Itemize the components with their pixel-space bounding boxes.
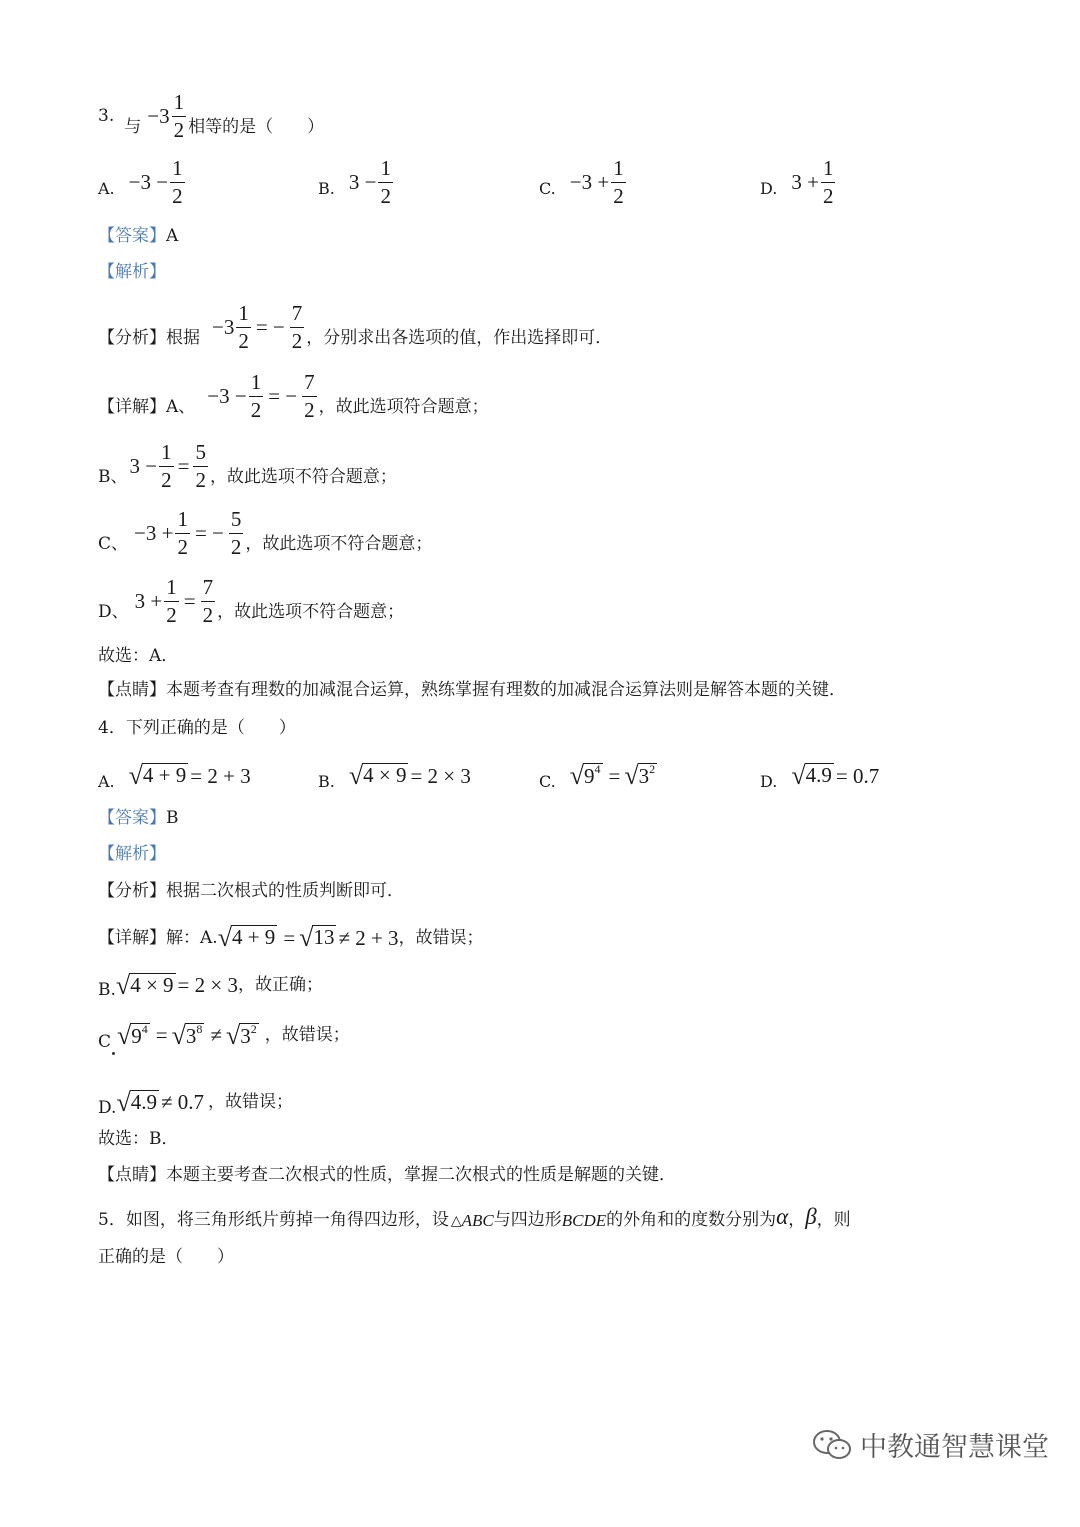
option-label: D. xyxy=(760,178,778,198)
fenxi-post: ，分别求出各选项的值，作出选择即可． xyxy=(306,328,613,348)
q3-post: 相等的是（ ） xyxy=(188,117,325,137)
exponent: 8 xyxy=(196,1021,203,1036)
fenxi-tag: 【分析】 xyxy=(98,881,166,901)
radical-sign: √ xyxy=(569,761,585,790)
radical-sign: √ xyxy=(217,923,232,952)
detail-post: ，故错误； xyxy=(398,927,484,948)
sqrt xyxy=(115,970,176,1000)
choose-text: 故选：A． xyxy=(98,646,179,666)
q3-option-d xyxy=(760,158,837,207)
q3-mixed-number xyxy=(147,92,188,141)
q4-option-b xyxy=(318,762,471,790)
equals: = xyxy=(155,1023,168,1047)
radicand xyxy=(638,763,658,789)
detail-post: ，故此选项不符合题意； xyxy=(209,467,397,487)
sqrt xyxy=(129,763,189,789)
equals: = xyxy=(177,454,190,478)
expr-part: 3 + xyxy=(791,170,819,194)
equals: = xyxy=(283,925,296,950)
q4-fenxi xyxy=(98,883,404,900)
denominator: 2 xyxy=(172,184,183,208)
equals: = − xyxy=(194,521,224,545)
fraction xyxy=(164,577,179,626)
fraction xyxy=(302,372,317,421)
numerator: 7 xyxy=(201,577,216,602)
alpha: α xyxy=(776,1204,789,1229)
expr-part: 3 − xyxy=(129,454,158,478)
option-label: B. xyxy=(318,178,335,198)
radicand xyxy=(583,763,603,789)
q3-stem xyxy=(98,92,324,141)
sqrt xyxy=(349,763,409,789)
fraction xyxy=(193,442,208,491)
numerator: 1 xyxy=(236,303,251,328)
rhs: = 2 × 3 xyxy=(410,763,471,788)
q4-detail-b xyxy=(98,972,323,999)
detail-pre: B、 xyxy=(98,467,128,487)
comma: ， xyxy=(788,1210,806,1230)
answer-tag: 【答案】 xyxy=(98,226,166,246)
fraction xyxy=(236,303,251,352)
denominator: 2 xyxy=(202,603,214,627)
radical-sign: √ xyxy=(791,761,806,790)
q4-detail-c xyxy=(98,1020,350,1051)
sqrt xyxy=(570,763,603,789)
q5-text-d: ，则 xyxy=(816,1210,851,1230)
dianjing-text: 本题主要考查二次根式的性质，掌握二次根式的性质是解题的关键． xyxy=(166,1165,676,1185)
q3-detail-a xyxy=(98,372,489,421)
detail-pre: C、 xyxy=(98,534,129,554)
radical-sign: √ xyxy=(348,761,364,790)
fraction xyxy=(175,509,190,558)
q3-dianjing xyxy=(98,682,846,699)
rhs: = 2 + 3 xyxy=(190,763,251,788)
jiexi-tag: 【解析】 xyxy=(98,844,166,864)
radicand: 4 × 9 xyxy=(130,972,174,997)
equals: = xyxy=(183,589,196,613)
denominator: 2 xyxy=(250,398,262,422)
numerator: 1 xyxy=(172,92,187,117)
detail-math xyxy=(130,442,210,491)
option-label: D. xyxy=(760,772,778,791)
base: 3 xyxy=(240,1023,251,1048)
radicand: 4.9 xyxy=(130,1089,157,1114)
sqrt xyxy=(117,1020,150,1050)
radical-sign: √ xyxy=(171,1020,186,1050)
q3-fenxi xyxy=(98,303,612,352)
denominator: 2 xyxy=(166,603,177,627)
option-label: C. xyxy=(539,178,556,198)
q3-number: 3. xyxy=(98,106,115,126)
q5-stem-line2 xyxy=(98,1249,234,1266)
detail-post: ，故正确； xyxy=(237,975,323,995)
fraction xyxy=(170,158,185,207)
expr-part: −3 + xyxy=(134,521,174,545)
option-expr xyxy=(791,158,837,207)
fraction xyxy=(378,158,393,207)
q5-text-a: 5．如图，将三角形纸片剪掉一角得四边形，设 xyxy=(98,1210,449,1230)
fraction xyxy=(611,158,626,207)
beta: β xyxy=(805,1204,817,1229)
denominator: 2 xyxy=(230,535,242,559)
fraction xyxy=(290,303,305,352)
fraction xyxy=(201,577,216,626)
not-equal: ≠ xyxy=(210,1023,222,1047)
detail-math xyxy=(134,509,245,558)
radicand xyxy=(130,1023,150,1049)
q5-text-line2: 正确的是（ ） xyxy=(98,1247,234,1267)
detail-post: ，故此选项符合题意； xyxy=(318,397,489,417)
detail-tag: 【详解】 xyxy=(98,397,166,417)
fraction xyxy=(249,372,264,421)
sqrt xyxy=(171,1020,205,1050)
rhs: ≠ 2 + 3 xyxy=(338,925,399,950)
q3-choose xyxy=(98,648,178,665)
base: 3 xyxy=(185,1023,197,1048)
numerator: 1 xyxy=(164,577,179,602)
q3-whole: −3 xyxy=(147,104,170,128)
q3-detail-d xyxy=(98,577,404,626)
option-expr xyxy=(570,763,659,789)
exponent: 4 xyxy=(141,1021,148,1036)
choose-text: 故选：B． xyxy=(98,1129,179,1149)
denominator: 2 xyxy=(177,535,188,559)
q4-stem xyxy=(98,720,296,737)
radicand: 4 × 9 xyxy=(363,763,407,787)
q3-option-a xyxy=(98,158,187,207)
radical-sign: √ xyxy=(117,1020,132,1050)
wechat-icon xyxy=(812,1428,852,1462)
detail-math xyxy=(207,372,318,421)
radical-sign: √ xyxy=(128,761,143,790)
radicand: 4.9 xyxy=(805,763,832,787)
radicand: 4 + 9 xyxy=(231,925,276,949)
fraction xyxy=(821,158,836,207)
denominator: 2 xyxy=(613,184,624,208)
q4-option-c xyxy=(539,762,659,790)
q4-answer xyxy=(98,810,179,827)
detail-pre: D. xyxy=(98,1098,117,1118)
numerator: 1 xyxy=(611,158,626,183)
fenxi-text: 根据二次根式的性质判断即可． xyxy=(166,881,404,901)
jiexi-tag: 【解析】 xyxy=(98,262,166,282)
expr-part: 3 − xyxy=(348,170,377,194)
sqrt xyxy=(225,1020,259,1050)
detail-pre: D、 xyxy=(98,602,129,622)
exponent: 2 xyxy=(250,1021,257,1036)
exponent: 4 xyxy=(594,762,601,776)
denominator: 2 xyxy=(380,184,391,208)
radicand: 4 + 9 xyxy=(142,763,187,787)
detail-pre: B. xyxy=(98,980,116,1000)
option-expr xyxy=(129,158,187,207)
detail-tag: 【详解】 xyxy=(98,927,166,948)
option-label: A. xyxy=(98,178,115,198)
equals: = xyxy=(608,763,621,788)
detail-post: ，故错误； xyxy=(264,1025,350,1045)
detail-math xyxy=(218,925,399,951)
base: 3 xyxy=(638,764,650,788)
abc: ABC xyxy=(461,1211,494,1230)
radical-sign: √ xyxy=(115,970,131,1000)
numerator: 1 xyxy=(378,158,393,183)
expr-part: −3 − xyxy=(128,170,169,194)
numerator: 1 xyxy=(159,442,174,467)
detail-post: ，故错误； xyxy=(208,1092,293,1112)
radical-sign: √ xyxy=(299,923,314,952)
equals: = − xyxy=(255,315,285,339)
base: 9 xyxy=(131,1023,142,1048)
fraction xyxy=(159,442,174,491)
sqrt xyxy=(791,763,834,789)
radicand xyxy=(185,1023,205,1049)
fenxi-math xyxy=(212,303,306,352)
sqrt xyxy=(624,763,657,789)
numerator: 7 xyxy=(302,372,317,397)
q4-dianjing xyxy=(98,1167,676,1184)
watermark xyxy=(812,1425,1049,1464)
option-expr xyxy=(129,763,251,789)
detail-post: ，故此选项不符合题意； xyxy=(245,534,433,554)
answer-tag: 【答案】 xyxy=(98,808,166,828)
equals: = − xyxy=(268,384,298,408)
numerator: 5 xyxy=(229,509,244,534)
q4-jiexi xyxy=(98,846,166,863)
q3-option-b xyxy=(318,158,395,207)
expr-part: −3 − xyxy=(207,384,247,408)
sqrt xyxy=(299,925,336,951)
numerator: 7 xyxy=(290,303,305,328)
denominator: 2 xyxy=(195,468,206,492)
sqrt xyxy=(218,925,278,951)
sqrt xyxy=(116,1087,159,1117)
option-label: A. xyxy=(98,772,115,791)
denominator: 2 xyxy=(161,468,172,492)
radical-sign: √ xyxy=(624,761,639,790)
base: 9 xyxy=(584,764,595,788)
q4-choose xyxy=(98,1131,179,1148)
option-expr xyxy=(349,763,471,789)
detail-math xyxy=(116,1087,204,1117)
detail-post: ，故此选项不符合题意； xyxy=(217,602,405,622)
rhs: = 2 × 3 xyxy=(177,973,238,997)
q3-detail-b xyxy=(98,442,397,491)
denominator: 2 xyxy=(238,329,249,353)
q4-stem-text: 4．下列正确的是（ ） xyxy=(98,718,296,738)
q3-answer xyxy=(98,228,178,245)
bcde: BCDE xyxy=(561,1211,607,1230)
detail-pre: C xyxy=(98,1032,112,1052)
fenxi-pre: 根据 xyxy=(166,328,200,348)
stray-dot xyxy=(112,1052,115,1055)
triangle-symbol: △ xyxy=(450,1212,462,1229)
radical-sign: √ xyxy=(225,1020,241,1050)
expr-part: 3 + xyxy=(134,589,163,613)
option-expr xyxy=(791,763,879,789)
expr-part: −3 + xyxy=(569,170,610,194)
denominator: 2 xyxy=(173,118,185,142)
q4-detail-a xyxy=(98,925,484,951)
option-label: C. xyxy=(539,772,556,791)
fraction xyxy=(229,509,244,558)
numerator: 1 xyxy=(249,372,264,397)
q3-option-c xyxy=(539,158,628,207)
numerator: 5 xyxy=(193,442,208,467)
option-label: B. xyxy=(318,772,335,791)
fenxi-tag: 【分析】 xyxy=(98,328,166,348)
option-expr xyxy=(349,158,395,207)
q3-fraction xyxy=(172,92,187,141)
answer-value: B xyxy=(166,808,179,828)
q4-option-d xyxy=(760,762,879,790)
radical-sign: √ xyxy=(116,1087,131,1117)
numerator: 1 xyxy=(170,158,185,183)
q5-text-c: 的外角和的度数分别为 xyxy=(606,1210,777,1230)
detail-pre: 解：A. xyxy=(166,927,218,948)
detail-math xyxy=(117,1020,261,1050)
detail-math xyxy=(135,577,217,626)
dianjing-text: 本题考查有理数的加减混合运算，熟练掌握有理数的加减混合运算法则是解答本题的关键． xyxy=(166,680,846,700)
dianjing-tag: 【点睛】 xyxy=(98,680,166,700)
exponent: 2 xyxy=(649,762,656,776)
q4-option-a xyxy=(98,762,251,790)
numerator: 1 xyxy=(821,158,836,183)
denominator: 2 xyxy=(822,184,834,208)
q5-text-b: 与四边形 xyxy=(493,1210,562,1230)
radicand: 13 xyxy=(313,925,335,949)
rhs: = 0.7 xyxy=(835,763,880,788)
denominator: 2 xyxy=(304,398,315,422)
numerator: 1 xyxy=(175,509,190,534)
q4-detail-d xyxy=(98,1088,293,1117)
q5-stem-line1 xyxy=(98,1204,851,1230)
watermark-text: 中教通智慧课堂 xyxy=(860,1432,1049,1463)
q3-jiexi xyxy=(98,264,166,281)
detail-math xyxy=(115,970,238,1000)
answer-value: A xyxy=(166,226,179,246)
dianjing-tag: 【点睛】 xyxy=(98,1165,166,1185)
radicand xyxy=(239,1023,259,1049)
whole: −3 xyxy=(212,315,235,339)
q3-pre: 与 xyxy=(124,117,142,137)
denominator: 2 xyxy=(291,329,303,353)
detail-pre: A、 xyxy=(166,397,196,417)
rhs: ≠ 0.7 xyxy=(160,1090,204,1114)
q3-detail-c xyxy=(98,509,432,558)
option-expr xyxy=(570,158,628,207)
